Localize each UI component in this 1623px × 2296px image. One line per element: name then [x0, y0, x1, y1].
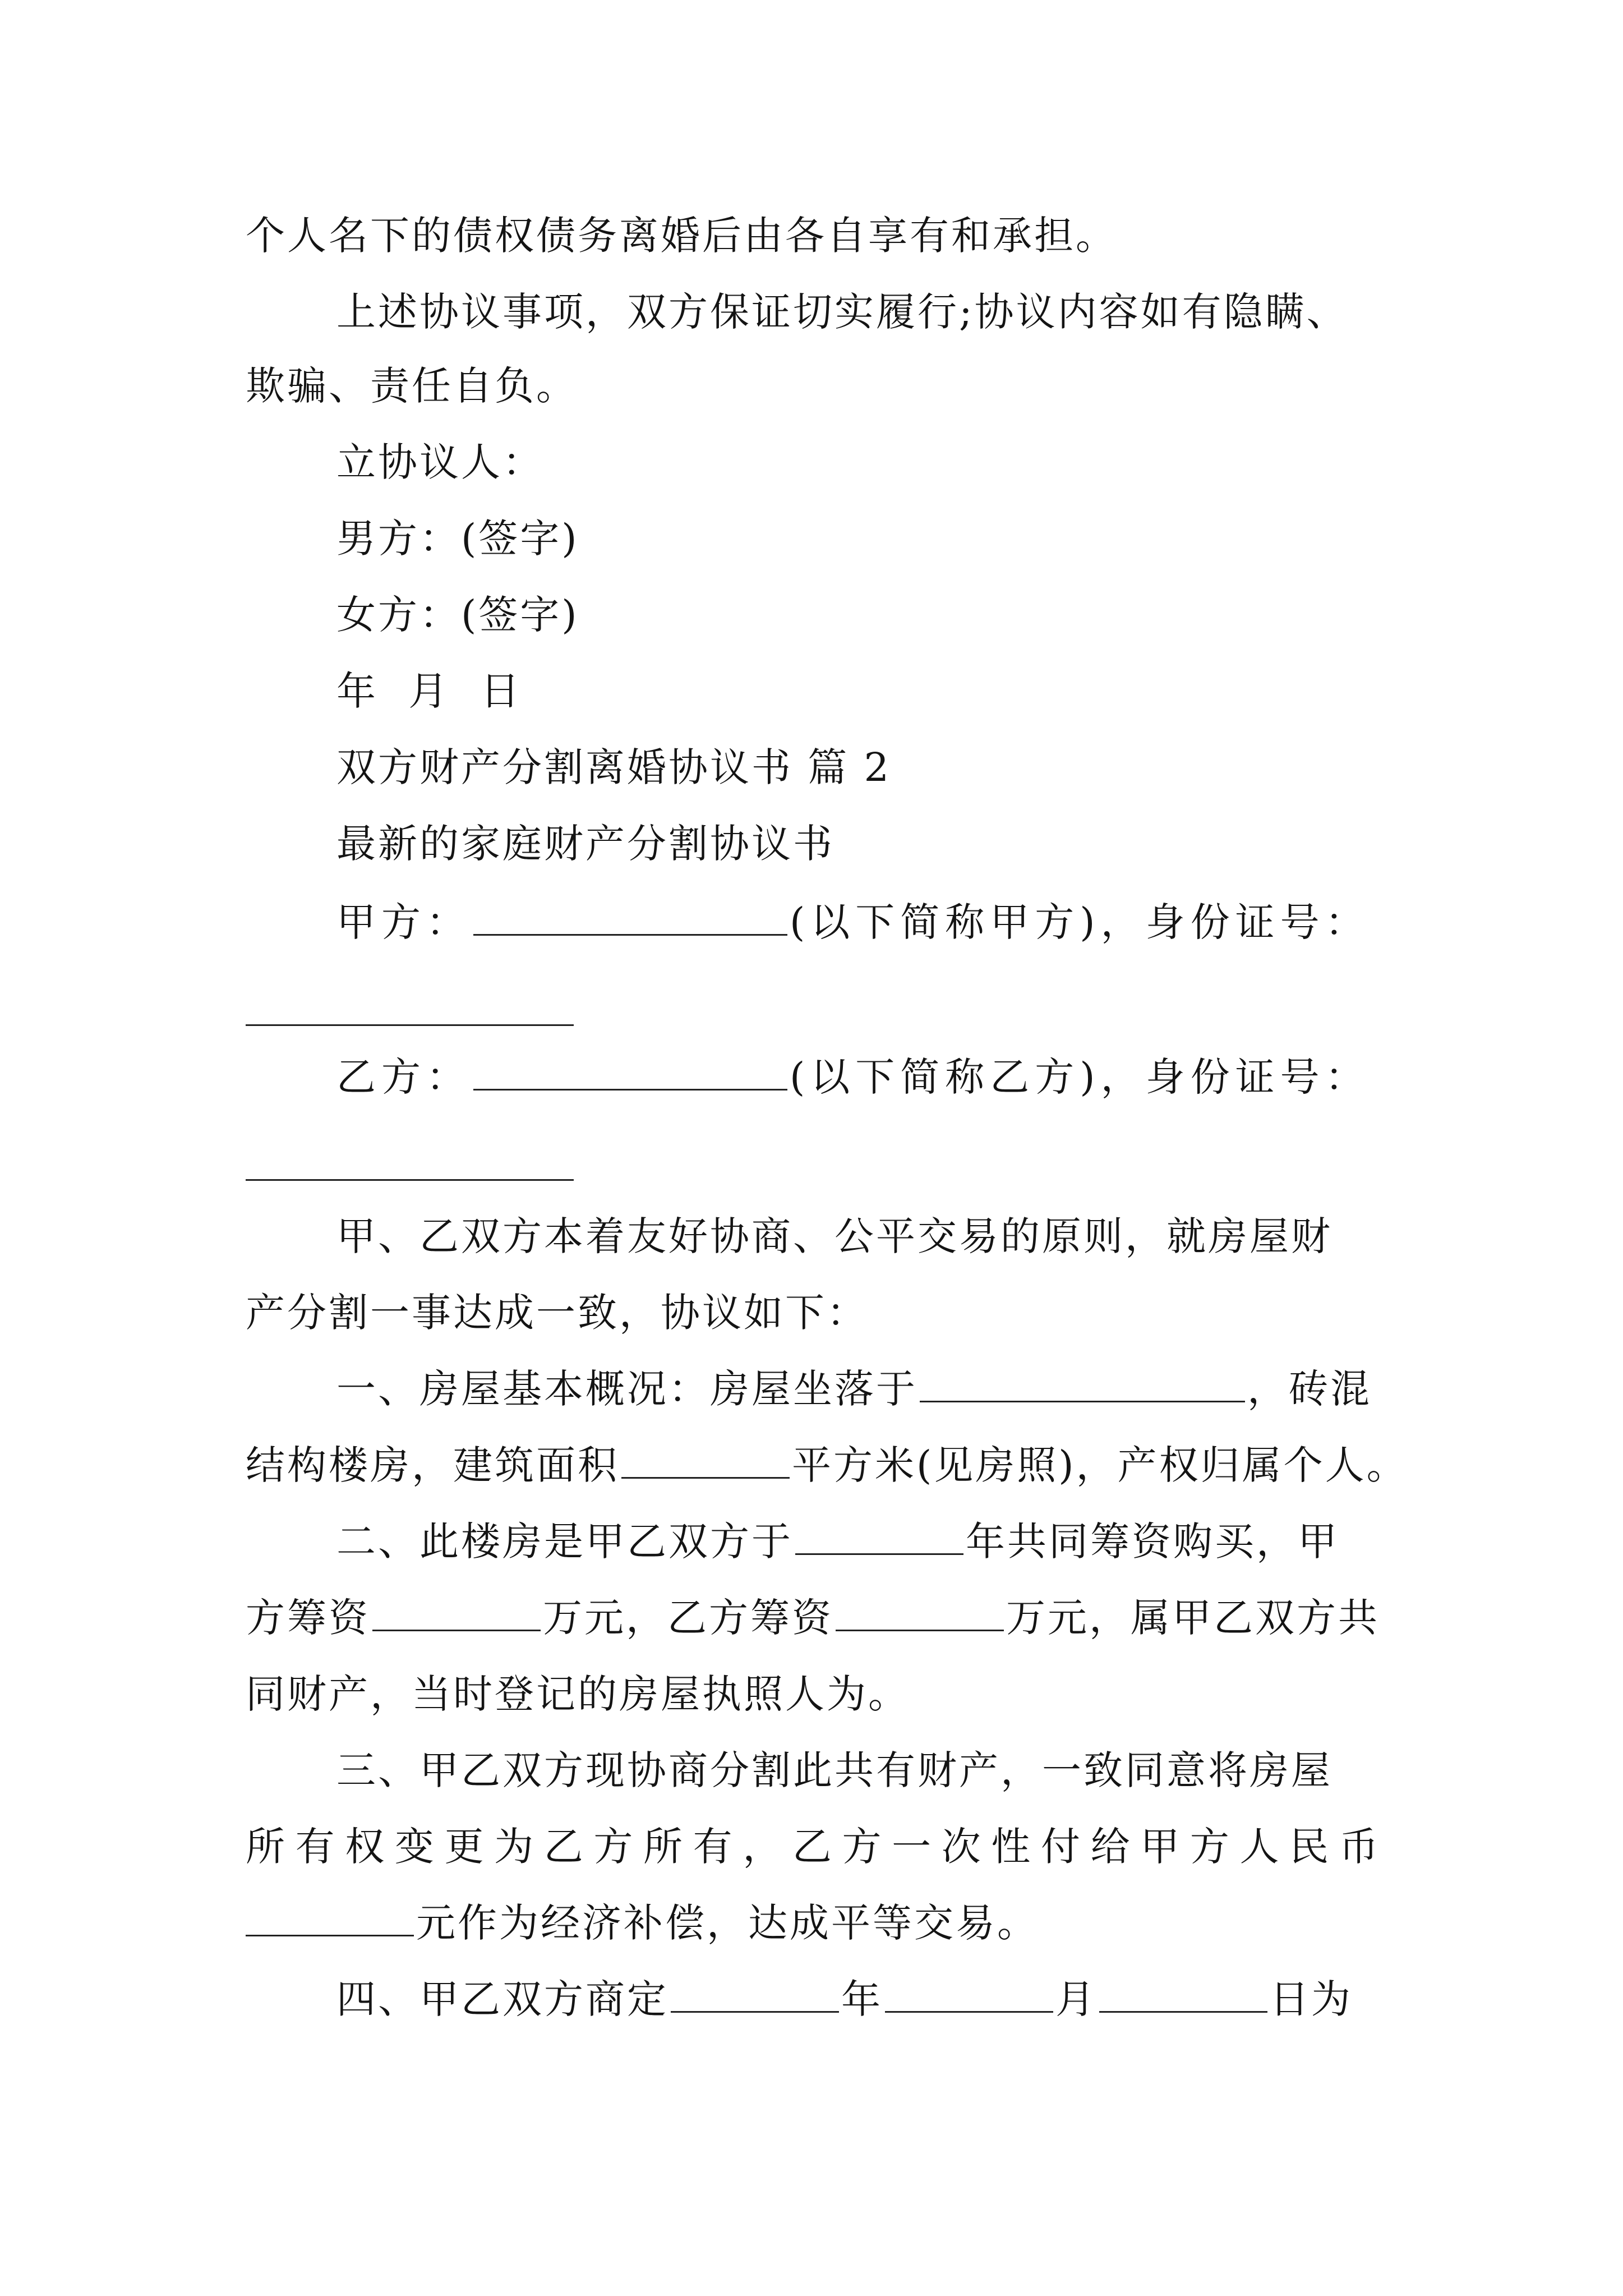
clause-2-line-1	[336, 1515, 1486, 1568]
party-a-line	[336, 895, 1486, 949]
clause-3-line-3	[246, 1896, 1395, 1950]
clause-4-text: 月	[1055, 1976, 1097, 2022]
clause-3-char: 方	[593, 1824, 633, 1870]
party-a-funds-blank	[372, 1596, 541, 1631]
section-title: 双方财产分割离婚协议书 篇 2	[336, 744, 892, 790]
clause-3-char: 方	[1189, 1824, 1229, 1870]
male-signature-line: 男方：(签字)	[336, 516, 579, 562]
purchase-year-blank	[795, 1520, 963, 1555]
date-line: 年 月 日	[336, 668, 530, 714]
text-line: 上述协议事项，双方保证切实履行;协议内容如有隐瞒、	[336, 289, 1348, 335]
party-b-line	[336, 1050, 1486, 1104]
clause-1-text: 结构楼房，建筑面积	[246, 1442, 619, 1488]
clause-2-text: 年共同筹资购买，甲	[966, 1519, 1339, 1565]
location-blank	[920, 1367, 1245, 1402]
clause-1-line-1	[336, 1362, 1486, 1416]
compensation-blank	[246, 1901, 414, 1936]
clause-3-char: 一	[892, 1824, 932, 1870]
agreed-day-blank	[1099, 1977, 1267, 2013]
clause-4-text: 年	[841, 1976, 883, 2022]
clause-3-char: ，	[743, 1824, 782, 1870]
clause-2-text: 万元，属甲乙双方共	[1006, 1595, 1380, 1641]
clause-1-text: 平方米(见房照)，产权归属个人。	[792, 1442, 1408, 1488]
clause-3-char: 人	[1239, 1824, 1279, 1870]
clause-2-text: 万元，乙方筹资	[543, 1595, 833, 1641]
clause-3-char: 为	[494, 1824, 534, 1870]
clause-3-char: 给	[1090, 1824, 1130, 1870]
clause-3-char: 更	[444, 1824, 484, 1870]
party-a-name-blank	[473, 900, 787, 936]
agreed-year-blank	[671, 1977, 839, 2013]
clause-4-text: 四、甲乙双方商定	[336, 1976, 668, 2022]
clause-2-line-2	[246, 1591, 1395, 1645]
clause-2-text: 方筹资	[246, 1595, 370, 1641]
clause-3-char: 付	[1041, 1824, 1080, 1870]
clause-3-line-1: 三、甲乙双方现协商分割此共有财产，一致同意将房屋	[336, 1747, 1332, 1793]
clause-3-char: 次	[941, 1824, 981, 1870]
clause-2-line-3: 同财产，当时登记的房屋执照人为。	[246, 1671, 910, 1717]
signatory-heading: 立协议人：	[336, 439, 544, 485]
clause-3-line-2	[246, 1820, 1378, 1874]
clause-3-char: 甲	[1140, 1824, 1180, 1870]
party-a-label: 甲方：	[336, 899, 471, 945]
clause-3-char: 乙	[543, 1824, 583, 1870]
agreed-month-blank	[885, 1977, 1053, 2013]
area-blank	[621, 1443, 790, 1479]
clause-3-char: 方	[842, 1824, 882, 1870]
party-a-suffix: (以下简称甲方)，身份证号：	[790, 899, 1370, 945]
clause-3-char: 民	[1289, 1824, 1329, 1870]
clause-1-line-2	[246, 1438, 1408, 1492]
clause-1-text: 一、房屋基本概况：房屋坐落于	[336, 1366, 917, 1412]
clause-3-text: 元作为经济补偿，达成平等交易。	[416, 1900, 1039, 1946]
party-b-funds-blank	[836, 1596, 1004, 1631]
clause-3-char: 币	[1339, 1824, 1378, 1870]
clause-4-text: 日为	[1270, 1976, 1353, 2022]
intro-line-2: 产分割一事达成一致，协议如下：	[246, 1290, 868, 1336]
clause-3-char: 有	[693, 1824, 732, 1870]
clause-2-text: 二、此楼房是甲乙双方于	[336, 1519, 793, 1565]
text-line: 个人名下的债权债务离婚后由各自享有和承担。	[246, 213, 1117, 259]
clause-3-char: 所	[643, 1824, 683, 1870]
clause-3-char: 所	[246, 1824, 285, 1870]
party-b-label: 乙方：	[336, 1054, 471, 1100]
document-title: 最新的家庭财产分割协议书	[336, 821, 834, 867]
clause-3-char: 权	[345, 1824, 385, 1870]
clause-3-char: 性	[991, 1824, 1031, 1870]
party-a-id-blank	[246, 1024, 574, 1026]
clause-3-char: 乙	[792, 1824, 832, 1870]
clause-1-text: ，砖混	[1247, 1366, 1372, 1412]
clause-4-line-1	[336, 1972, 1486, 2026]
text-line: 欺骗、责任自负。	[246, 363, 578, 409]
clause-3-char: 有	[295, 1824, 335, 1870]
female-signature-line: 女方：(签字)	[336, 592, 579, 638]
party-b-suffix: (以下简称乙方)，身份证号：	[790, 1054, 1370, 1100]
party-b-name-blank	[473, 1055, 787, 1091]
intro-line-1: 甲、乙双方本着友好协商、公平交易的原则，就房屋财	[336, 1213, 1332, 1259]
clause-3-char: 变	[394, 1824, 434, 1870]
party-b-id-blank	[246, 1179, 574, 1181]
